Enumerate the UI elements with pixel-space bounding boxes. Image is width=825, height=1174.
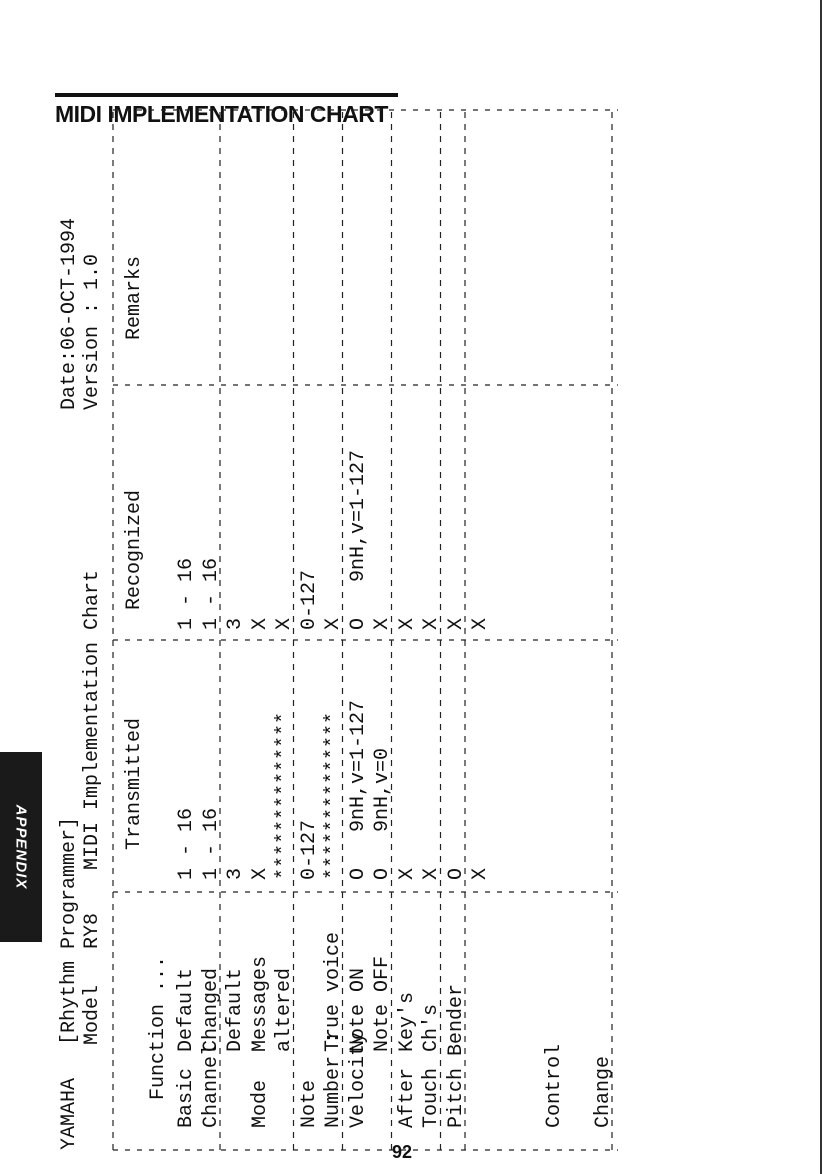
cell-rx: 1 - 16 (175, 557, 198, 630)
cell-fn2: Default (175, 967, 198, 1052)
page-edge (820, 0, 822, 1174)
cell-tx: X (248, 867, 272, 880)
title-rule (55, 93, 398, 97)
cell-fn2: Ch's (420, 1003, 443, 1052)
version-label: Version : 1.0 (81, 253, 104, 410)
cell-rx: X (469, 617, 492, 630)
product-label: [Rhythm Programmer] (58, 816, 81, 1045)
cell-rx: X (420, 617, 443, 630)
cell-rx: X (395, 617, 419, 630)
cell-tx: ************** (322, 711, 345, 880)
date-label: Date:06-OCT-1994 (58, 217, 81, 410)
maker-label: YAMAHA (58, 1077, 81, 1150)
cell-tx: X (469, 867, 492, 880)
appendix-tab (0, 752, 42, 942)
cell-tx: O (444, 867, 468, 880)
cell-fn1: Touch (420, 1067, 443, 1128)
cell-rx: X (322, 617, 345, 630)
cell-rx: X (444, 617, 468, 630)
model-label: Model RY8 (81, 912, 104, 1045)
page-number: 92 (392, 1142, 413, 1162)
remarks-header: Remarks (123, 255, 146, 340)
cell-tx: O 9nH,v=1-127 (346, 699, 370, 880)
cell-fn2: Key's (395, 991, 419, 1052)
cell-rx: 3 (224, 617, 247, 630)
cell-fn1: Control (542, 1043, 566, 1128)
cell-fn1: Mode (248, 1079, 272, 1128)
recognized-header: Recognized (123, 489, 146, 610)
transmitted-header: Transmitted (123, 717, 146, 850)
page-title: MIDI IMPLEMENTATION CHART (55, 101, 388, 127)
cell-tx: 1 - 16 (175, 807, 198, 880)
cell-rx: X (371, 617, 394, 630)
cell-tx: ************** (273, 711, 296, 880)
cell-tx: X (395, 867, 419, 880)
cell-fn1: Channel (199, 1043, 223, 1128)
cell-fn1: After (395, 1067, 419, 1128)
cell-fn1: Basic (175, 1067, 198, 1128)
cell-fn1: Pitch Bender (444, 983, 468, 1128)
cell-tx: 1 - 16 (199, 807, 223, 880)
cell-fn1: Number : (322, 1031, 345, 1128)
cell-fn1: Note (297, 1079, 321, 1128)
cell-fn2: Messages (248, 955, 272, 1052)
cell-tx: 3 (224, 867, 247, 880)
cell-fn2: Changed (199, 967, 223, 1052)
cell-rx: 1 - 16 (199, 557, 223, 630)
cell-rx: O 9nH,v=1-127 (346, 449, 370, 630)
cell-tx: X (420, 867, 443, 880)
cell-rx: X (248, 617, 272, 630)
cell-fn1: Change (591, 1055, 615, 1128)
midi-implementation-table (55, 110, 795, 1150)
cell-fn1: Velocity (346, 1031, 370, 1128)
cell-fn2: altered (273, 967, 296, 1052)
cell-fn2: Default (224, 967, 247, 1052)
appendix-tab-label: APPENDIX (12, 804, 30, 890)
function-header: Function ... (147, 955, 170, 1100)
cell-rx: 0-127 (297, 569, 321, 630)
chart-name: MIDI Implementation Chart (81, 569, 104, 870)
cell-fn2: Note OFF (371, 955, 394, 1052)
cell-tx: O 9nH,v=0 (371, 747, 394, 880)
cell-rx: X (273, 617, 296, 630)
cell-tx: 0-127 (297, 819, 321, 880)
cell-fn2: Note ON (346, 967, 370, 1052)
cell-fn2: True voice (322, 931, 345, 1052)
